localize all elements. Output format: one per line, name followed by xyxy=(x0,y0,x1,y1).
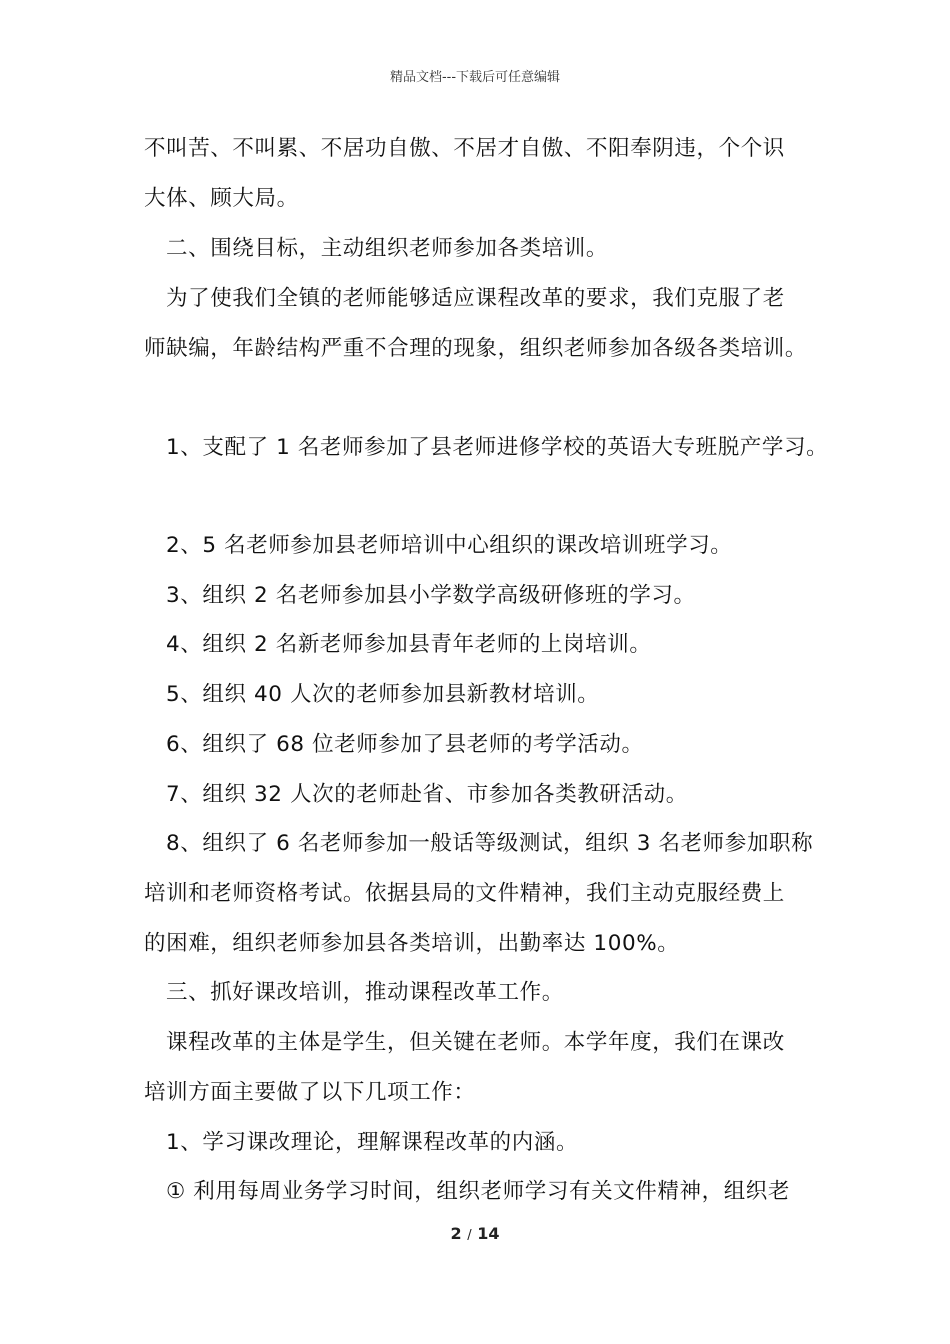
paragraph-line: 课程改革的主体是学生，但关键在老师。本学年度，我们在课改 xyxy=(166,1030,785,1055)
list-item: 6、组织了 68 位老师参加了县老师的考学活动。 xyxy=(166,732,644,757)
list-item: 2、5 名老师参加县老师培训中心组织的课改培训班学习。 xyxy=(166,533,733,558)
page-number xyxy=(0,1224,950,1243)
total-pages: 14 xyxy=(477,1224,500,1243)
paragraph-line: 大体、顾大局。 xyxy=(144,186,299,211)
list-item: 3、组织 2 名老师参加县小学数学高级研修班的学习。 xyxy=(166,583,696,608)
list-item: 8、组织了 6 名老师参加一般话等级测试，组织 3 名老师参加职称 xyxy=(166,831,814,856)
paragraph-line: 培训方面主要做了以下几项工作： xyxy=(144,1080,476,1105)
paragraph-line: 培训和老师资格考试。依据县局的文件精神，我们主动克服经费上 xyxy=(144,881,785,906)
page-separator: / xyxy=(467,1228,472,1243)
paragraph-line: 师缺编，年龄结构严重不合理的现象，组织老师参加各级各类培训。 xyxy=(144,336,808,361)
list-item: 1、学习课改理论，理解课程改革的内涵。 xyxy=(166,1130,579,1155)
paragraph-line: 的困难，组织老师参加县各类培训，出勤率达 100%。 xyxy=(144,931,680,956)
page-header: 精品文档---下载后可任意编辑 xyxy=(389,70,561,85)
list-item: 5、组织 40 人次的老师参加县新教材培训。 xyxy=(166,682,600,707)
list-item: 7、组织 32 人次的老师赴省、市参加各类教研活动。 xyxy=(166,782,688,807)
list-item: ① 利用每周业务学习时间，组织老师学习有关文件精神，组织老 xyxy=(166,1179,791,1204)
paragraph-line: 不叫苦、不叫累、不居功自傲、不居才自傲、不阳奉阴违，个个识 xyxy=(144,136,785,161)
paragraph-line: 为了使我们全镇的老师能够适应课程改革的要求，我们克服了老 xyxy=(166,286,785,311)
list-item: 4、组织 2 名新老师参加县青年老师的上岗培训。 xyxy=(166,632,652,657)
current-page: 2 xyxy=(450,1224,462,1243)
section-heading: 二、围绕目标，主动组织老师参加各类培训。 xyxy=(166,236,609,261)
list-item: 1、支配了 1 名老师参加了县老师进修学校的英语大专班脱产学习。 xyxy=(166,435,829,460)
section-heading: 三、抓好课改培训，推动课程改革工作。 xyxy=(166,980,564,1005)
